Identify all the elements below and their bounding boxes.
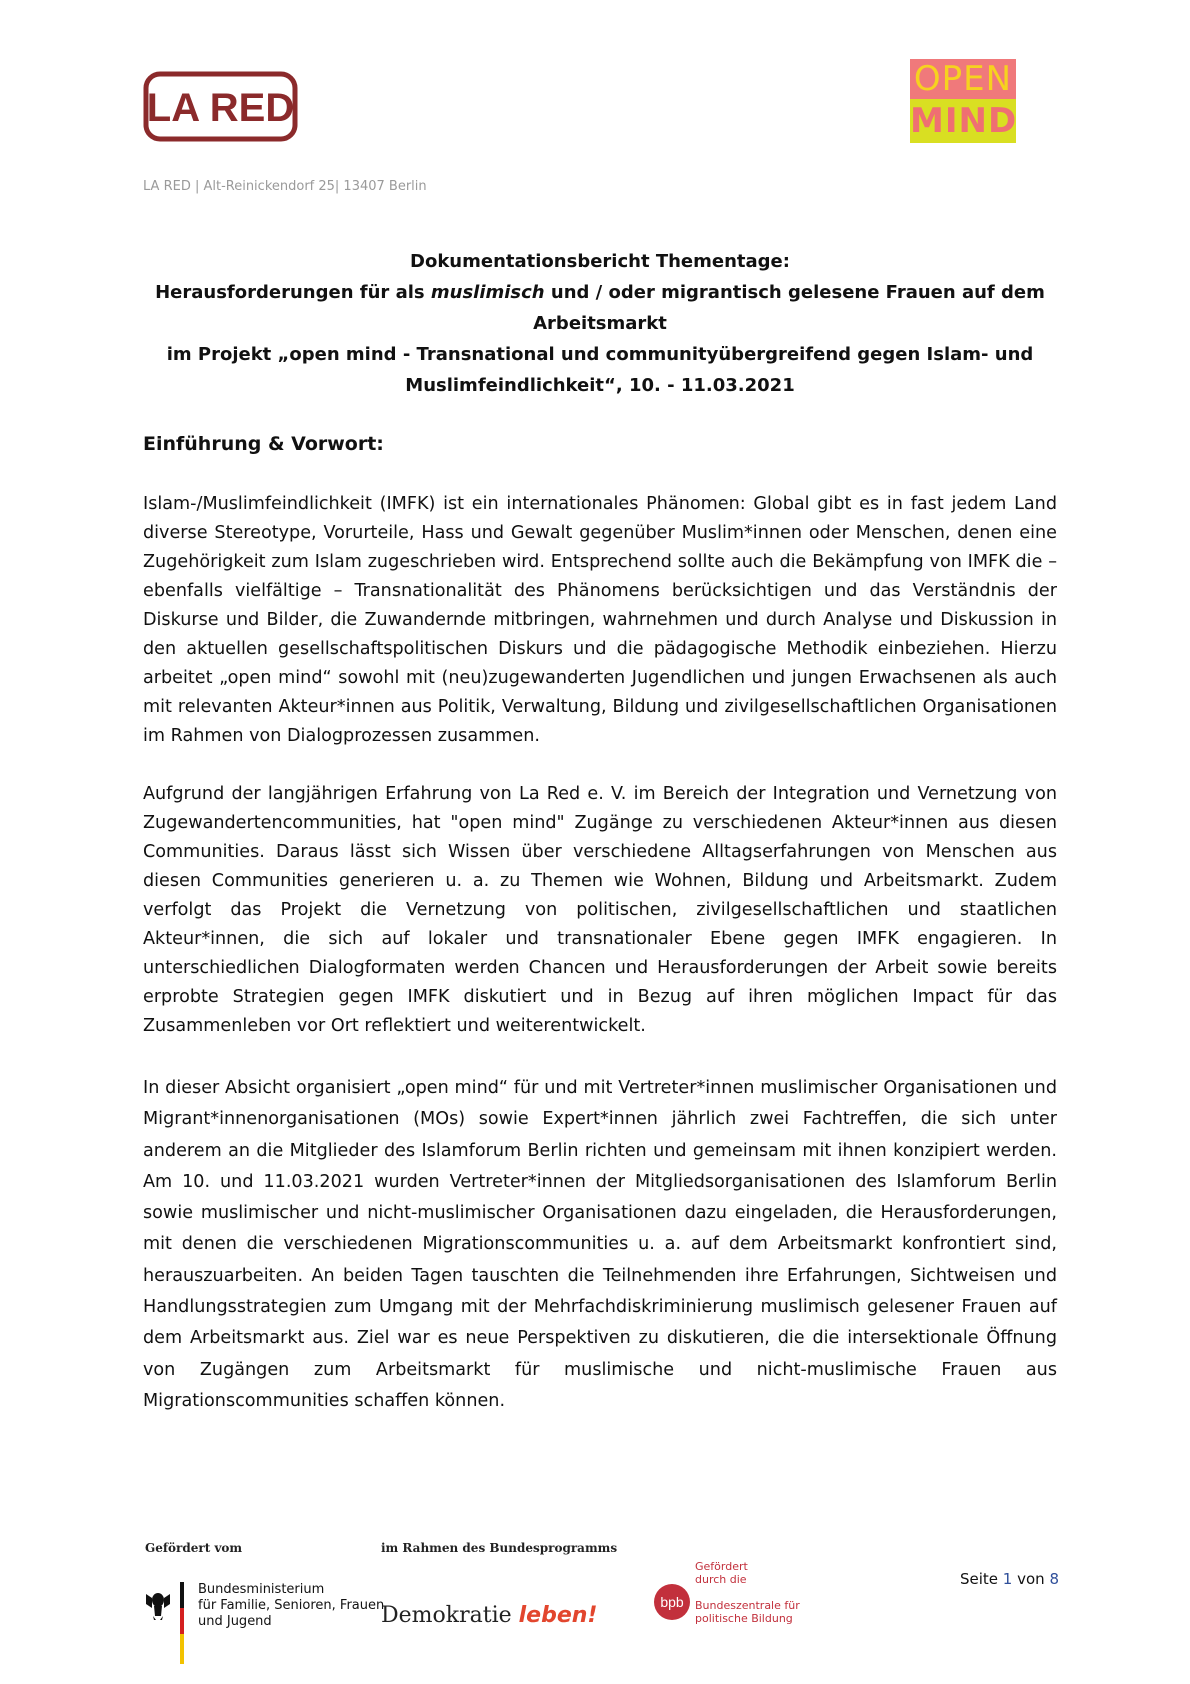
title-line-5: Muslimfeindlichkeit“, 10. - 11.03.2021 (405, 375, 795, 396)
la-red-logo-text: LA RED (146, 86, 295, 130)
page-number: Seite 1 von 8 (960, 1570, 1059, 1588)
paragraph-3: In dieser Absicht organisiert „open mind“ für und mit Vertreter*innen muslimischer Organisationen und Migrant*innenorganisationen (MOs) sowie Expert*innen jährlich zwei Fachtreffen, die sich unter anderem an die Mitglieder des Islamforum Berlin richten und gemeinsam mit ihnen konzipiert werden. Am 10. und 11.03.2021 wurden Vertreter*innen der Mitgliedsorganisationen des Islamforum Berlin sowie muslimischer und nicht-muslimischer Organisationen dazu eingeladen, die Herausforderungen, mit denen die verschiedenen Migrationscommunities u. a. auf dem Arbeitsmarkt konfrontiert sind, herauszuarbeiten. An beiden Tagen tauschten die Teilnehmenden ihre Erfahrungen, Sichtweisen und Handlungsstrategien zum Umgang mit der Mehrfachdiskriminierung muslimisch gelesener Frauen auf dem Arbeitsmarkt aus. Ziel war es neue Perspektiven zu diskutieren, die die intersektionale Öffnung von Zugängen zum Arbeitsmarkt für muslimische und nicht-muslimische Frauen aus Migrationscommunities schaffen können. (143, 1078, 1057, 1411)
total-pages: 8 (1049, 1570, 1059, 1588)
funded-by-label: Gefördert vom (145, 1541, 243, 1555)
title-line-2: Herausforderungen für als muslimisch und / oder migrantisch gelesene Frauen auf dem (155, 282, 1045, 303)
paragraph-2: Aufgrund der langjährigen Erfahrung von La Red e. V. im Bereich der Integration und Vernetzung von Zugewandertencommunities, hat "open mind" Zugänge zu verschiedenen Akteur*innen aus diesen Communities. Daraus lässt sich Wissen über verschiedene Alltagserfahrungen von Menschen aus diesen Communities generieren u. a. zu Themen wie Wohnen, Bildung und Arbeitsmarkt. Zudem verfolgt das Projekt die Vernetzung von politischen, zivilgesellschaftlichen und staatlichen Akteur*innen, die sich auf lokaler und transnationaler Ebene gegen IMFK engagieren. In unterschiedlichen Dialogformaten werden Chancen und Herausforderungen der Arbeit sowie bereits erprobte Strategien gegen IMFK diskutiert und in Bezug auf ihren möglichen Impact für das Zusammenleben vor Ort reflektiert und weiterentwickelt. (143, 784, 1057, 1036)
leben-wordmark: leben! (518, 1603, 598, 1628)
bpb-name-text: Bundeszentrale für politische Bildung (695, 1599, 800, 1625)
document-title (143, 246, 1057, 401)
title-line-4: im Projekt „open mind - Transnational und communityübergreifend gegen Islam- und (166, 344, 1034, 365)
current-page: 1 (1002, 1570, 1013, 1588)
paragraph-1: Islam-/Muslimfeindlichkeit (IMFK) ist ein internationales Phänomen: Global gibt es in fast jedem Land diverse Stereotype, Vorurteile, Hass und Gewalt gegenüber Muslim*innen oder Menschen, denen eine Zugehörigkeit zum Islam zugeschrieben wird. Entsprechend sollte auch die Bekämpfung von IMFK die – ebenfalls vielfältige – Transnationalität des Phänomens berücksichtigen und das Verständnis der Diskurse und Bilder, die Zuwandernde mitbringen, wahrnehmen und durch Analyse und Diskussion in den aktuellen gesellschaftspolitischen Diskurs und die pädagogische Methodik einbeziehen. Hierzu arbeitet „open mind“ sowohl mit (neu)zugewanderten Jugendlichen und jungen Erwachsenen als auch mit relevanten Akteur*innen aus Politik, Verwaltung, Bildung und zivilgesellschaftlichen Organisationen im Rahmen von Dialogprozessen zusammen. (143, 494, 1057, 746)
sender-address: LA RED | Alt-Reinickendorf 25| 13407 Berlin (143, 179, 427, 194)
program-label: im Rahmen des Bundesprogramms (381, 1541, 618, 1555)
bpb-funded-text: Gefördert durch die (695, 1560, 748, 1586)
open-mind-logo (910, 59, 1016, 143)
la-red-logo (143, 71, 298, 142)
title-line-3: Arbeitsmarkt (533, 313, 667, 334)
title-line-1: Dokumentationsbericht Thementage: (410, 251, 790, 272)
open-mind-logo-line1: OPEN (910, 59, 1016, 99)
ministry-name: Bundesministerium für Familie, Senioren, Frauen und Jugend (198, 1582, 385, 1629)
bpb-circle-icon (652, 1582, 692, 1622)
section-heading: Einführung & Vorwort: (143, 433, 384, 455)
open-mind-logo-line2: MIND (910, 101, 1018, 141)
demokratie-leben-logo: Demokratie leben! (381, 1603, 598, 1628)
svg-text:bpb: bpb (660, 1594, 684, 1610)
